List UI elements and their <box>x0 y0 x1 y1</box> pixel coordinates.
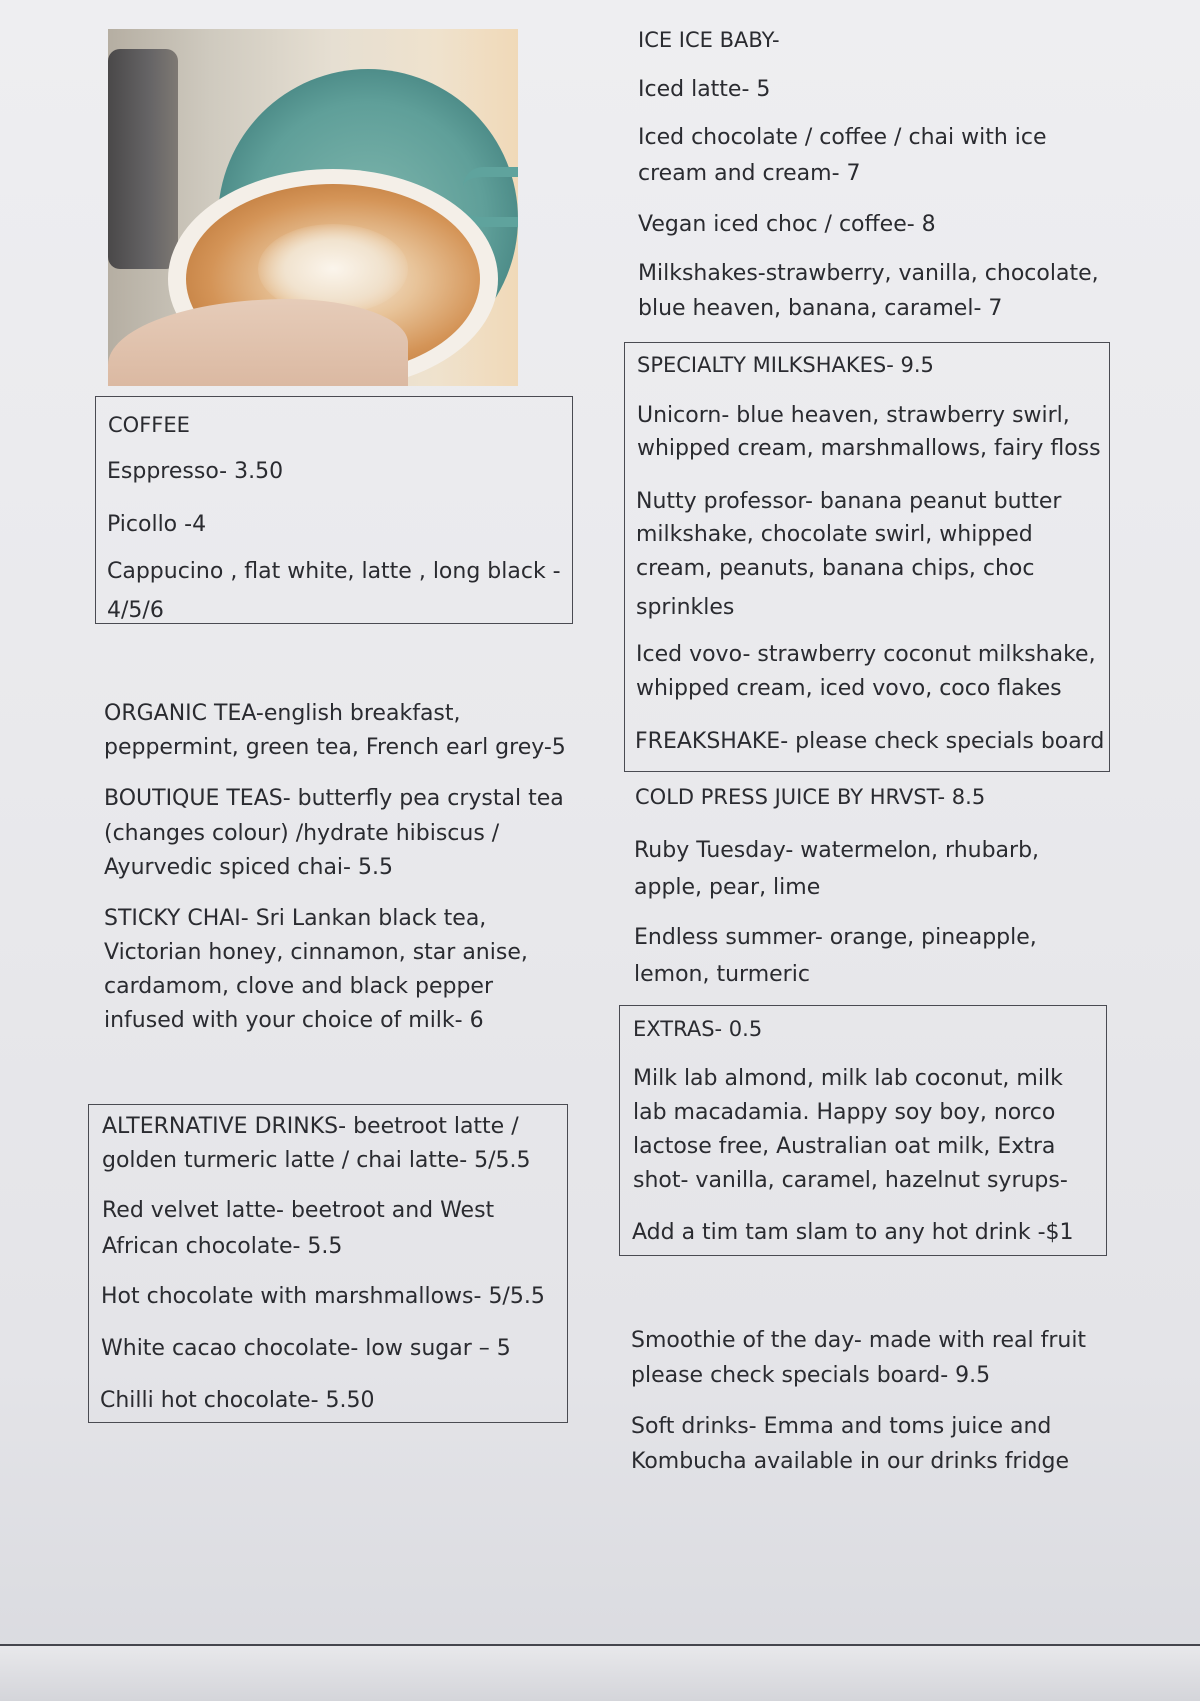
boutique-teas-line-1: BOUTIQUE TEAS- butterfly pea crystal tea <box>104 786 564 811</box>
specialty-line-1: Unicorn- blue heaven, strawberry swirl, <box>637 403 1070 428</box>
specialty-line-3: Nutty professor- banana peanut butter <box>636 489 1062 514</box>
iced-line-3: cream and cream- 7 <box>638 161 861 186</box>
coffee-item-piccolo: Picollo -4 <box>107 512 207 537</box>
specialty-line-6: sprinkles <box>636 595 735 620</box>
specialty-line-9: FREAKSHAKE- please check specials board <box>635 729 1105 754</box>
extras-line-2: lab macadamia. Happy soy boy, norco <box>633 1100 1056 1125</box>
specialty-line-2: whipped cream, marshmallows, fairy floss <box>637 436 1101 461</box>
photo-hand <box>108 299 408 386</box>
smoothie-line-1: Smoothie of the day- made with real fruit <box>631 1328 1087 1353</box>
iced-heading: ICE ICE BABY- <box>638 28 780 52</box>
iced-line-5: Milkshakes-strawberry, vanilla, chocolate, <box>638 261 1099 286</box>
iced-line-4: Vegan iced choc / coffee- 8 <box>638 212 936 237</box>
sticky-chai-line-2: Victorian honey, cinnamon, star anise, <box>104 940 528 965</box>
alternative-line-3: Red velvet latte- beetroot and West <box>102 1198 495 1223</box>
specialty-line-4: milkshake, chocolate swirl, whipped <box>636 522 1033 547</box>
coffee-heading: COFFEE <box>108 413 190 437</box>
soft-drinks-line-2: Kombucha available in our drinks fridge <box>631 1449 1070 1474</box>
coffee-item-espresso: Esppresso- 3.50 <box>107 459 284 484</box>
sticky-chai-line-3: cardamom, clove and black pepper <box>104 974 493 999</box>
extras-line-1: Milk lab almond, milk lab coconut, milk <box>633 1066 1063 1091</box>
organic-tea-line-2: peppermint, green tea, French earl grey-5 <box>104 735 566 760</box>
extras-line-4: shot- vanilla, caramel, hazelnut syrups- <box>633 1168 1068 1193</box>
boutique-teas-line-2: (changes colour) /hydrate hibiscus / <box>104 821 500 846</box>
iced-line-2: Iced chocolate / coffee / chai with ice <box>638 125 1047 150</box>
extras-heading: EXTRAS- 0.5 <box>633 1017 763 1041</box>
alternative-line-1: ALTERNATIVE DRINKS- beetroot latte / <box>102 1114 519 1139</box>
photo-bottle <box>108 49 178 269</box>
alternative-line-7: Chilli hot chocolate- 5.50 <box>100 1388 375 1413</box>
iced-line-1: Iced latte- 5 <box>638 77 771 102</box>
coffee-item-milk-coffees: Cappucino , flat white, latte , long black - <box>107 559 561 584</box>
boutique-teas-line-3: Ayurvedic spiced chai- 5.5 <box>104 855 393 880</box>
juice-heading: COLD PRESS JUICE BY HRVST- 8.5 <box>635 785 986 809</box>
iced-line-6: blue heaven, banana, caramel- 7 <box>638 296 1003 321</box>
alternative-line-2: golden turmeric latte / chai latte- 5/5.5 <box>102 1148 531 1173</box>
juice-line-1: Ruby Tuesday- watermelon, rhubarb, <box>634 838 1040 863</box>
alternative-line-5: Hot chocolate with marshmallows- 5/5.5 <box>101 1284 545 1309</box>
organic-tea-line-1: ORGANIC TEA-english breakfast, <box>104 701 461 726</box>
specialty-line-8: whipped cream, iced vovo, coco flakes <box>636 676 1062 701</box>
specialty-line-5: cream, peanuts, banana chips, choc <box>636 556 1035 581</box>
sticky-chai-line-1: STICKY CHAI- Sri Lankan black tea, <box>104 906 487 931</box>
latte-art-cup-photo <box>108 29 518 386</box>
juice-line-4: lemon, turmeric <box>634 962 810 987</box>
alternative-line-4: African chocolate- 5.5 <box>102 1234 343 1259</box>
juice-line-3: Endless summer- orange, pineapple, <box>634 925 1037 950</box>
specialty-heading: SPECIALTY MILKSHAKES- 9.5 <box>637 353 934 377</box>
paper-bottom-edge <box>0 1646 1200 1701</box>
extras-line-5: Add a tim tam slam to any hot drink -$1 <box>632 1220 1074 1245</box>
smoothie-line-2: please check specials board- 9.5 <box>631 1363 991 1388</box>
specialty-line-7: Iced vovo- strawberry coconut milkshake, <box>636 642 1096 667</box>
soft-drinks-line-1: Soft drinks- Emma and toms juice and <box>631 1414 1052 1439</box>
alternative-line-6: White cacao chocolate- low sugar – 5 <box>101 1336 511 1361</box>
sticky-chai-line-4: infused with your choice of milk- 6 <box>104 1008 484 1033</box>
juice-line-2: apple, pear, lime <box>634 875 821 900</box>
coffee-item-milk-coffees-price: 4/5/6 <box>107 598 164 623</box>
extras-line-3: lactose free, Australian oat milk, Extra <box>633 1134 1056 1159</box>
